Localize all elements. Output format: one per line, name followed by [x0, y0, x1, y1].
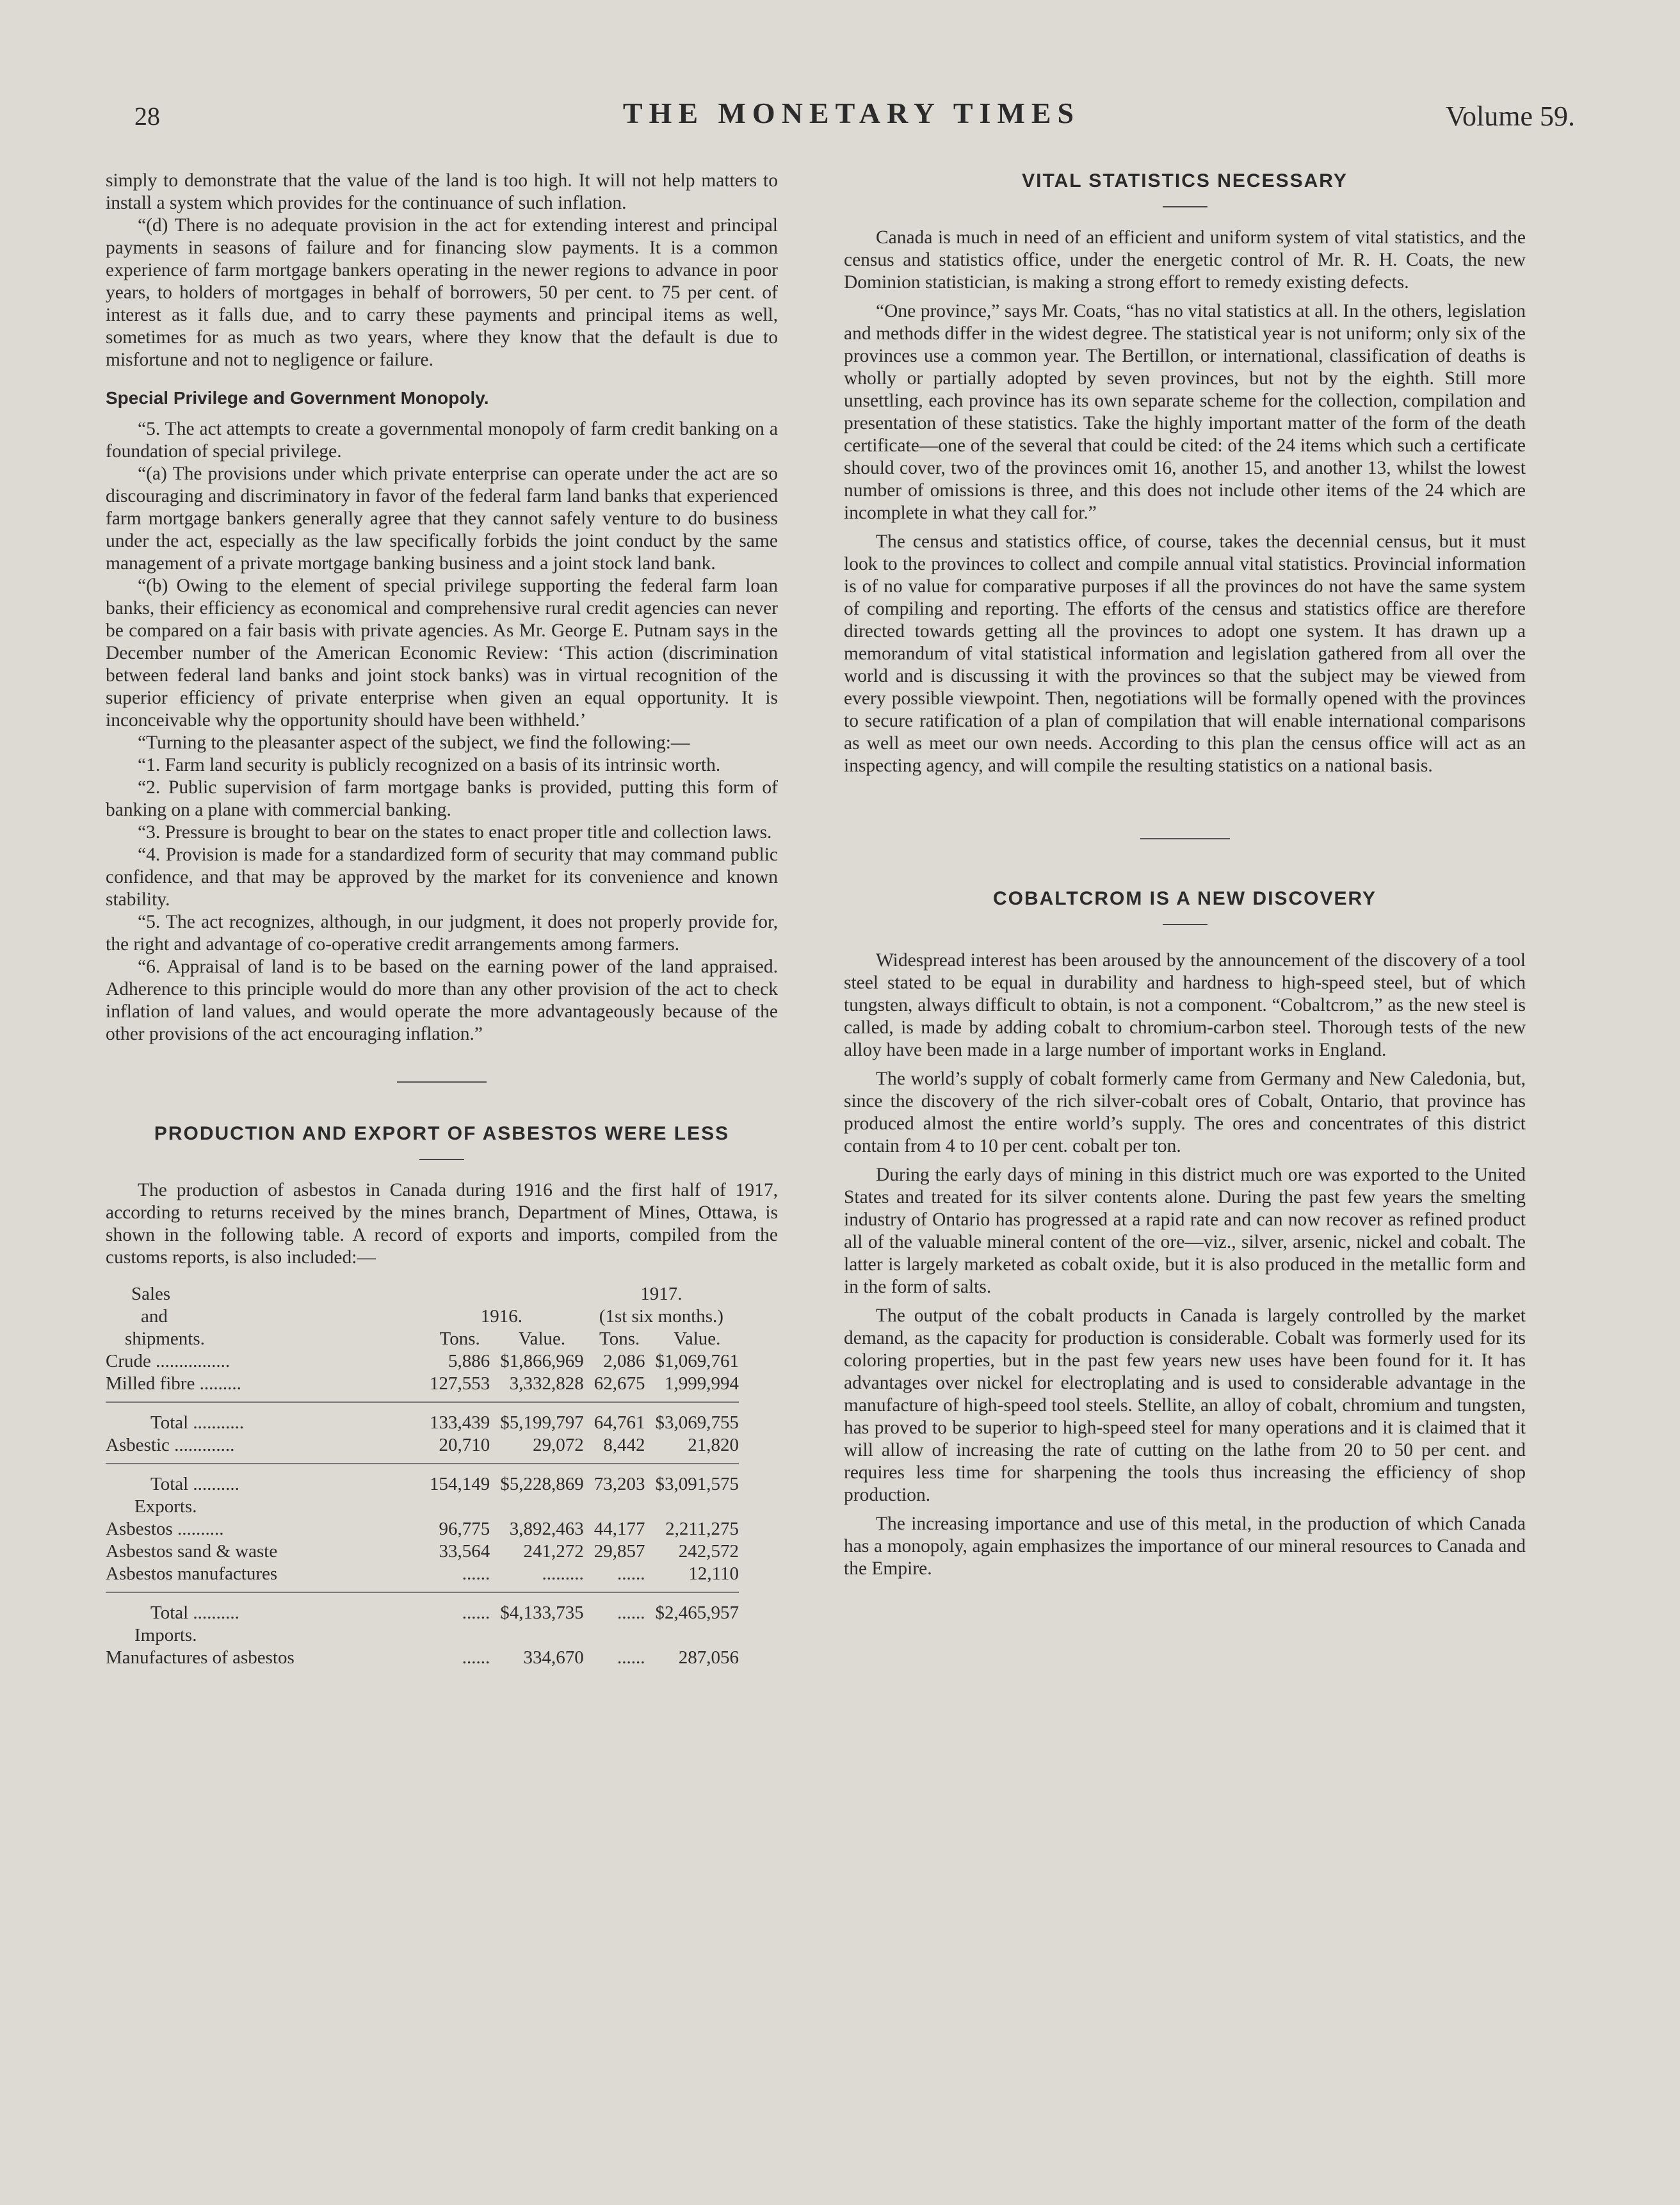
masthead-title: THE MONETARY TIMES [622, 97, 1081, 129]
table-cell [419, 1624, 490, 1647]
table-cell [584, 1496, 645, 1518]
asbestos-table [106, 1283, 739, 1669]
section-subheading: Special Privilege and Government Monopoly. [106, 388, 489, 408]
article-paragraph: “(a) The provisions under which private enterprise can operate under the act are so discouraging and discriminatory in favor of the federal farm land banks that experienced farm mortgage bankers generally agree that they cannot safely venture to do business under the act, especially as the law specifically forbids the joint conduct by the same management of a private mortgage banking business and a joint stock land bank. [106, 464, 778, 574]
table-cell [584, 1624, 645, 1647]
table-cell: 64,761 [594, 1412, 645, 1433]
table-cell: ......... [542, 1563, 584, 1584]
table-cell [645, 1624, 739, 1647]
table-header-cell: 1917. [640, 1284, 682, 1304]
table-cell: 21,820 [688, 1435, 739, 1455]
table-cell: 2,086 [603, 1351, 645, 1371]
table-cell: $5,199,797 [500, 1412, 584, 1433]
table-cell: 3,332,828 [509, 1373, 584, 1394]
section-divider [397, 1081, 487, 1083]
table-row [106, 1373, 739, 1395]
article-paragraph: “3. Pressure is brought to bear on the states to enact proper title and collection laws. [138, 822, 772, 843]
table-cell: $3,091,575 [655, 1474, 739, 1494]
table-cell: ...... [617, 1603, 645, 1623]
article-paragraph: “2. Public supervision of farm mortgage banks is provided, putting this form of banking on a plane with commercial banking. [106, 777, 778, 820]
title-rule [1163, 206, 1208, 207]
table-header-cell [419, 1283, 584, 1305]
table-cell: 241,272 [523, 1541, 584, 1562]
table-cell: ...... [462, 1603, 490, 1623]
table-header-cell: Value. [674, 1329, 721, 1349]
row-label: Asbestos manufactures [106, 1563, 278, 1584]
article-paragraph: simply to demonstrate that the value of the land is too high. It will not help matters to install a system which provides for the continuance of such inflation. [106, 170, 778, 213]
table-cell: 96,775 [439, 1519, 490, 1539]
table-cell: 3,892,463 [509, 1519, 584, 1539]
table-cell: 242,572 [678, 1541, 739, 1562]
table-cell: 8,442 [603, 1435, 645, 1455]
table-header-cell: Value. [518, 1329, 566, 1349]
table-row [106, 1473, 739, 1496]
article-paragraph: Widespread interest has been aroused by the announcement of the discovery of a tool steel stated to be equal in durability and hardness to high-speed steel, but of which tungsten, always difficult to obtain, is not a component. “Cobaltcrom,” as the new steel is called, is made by adding cobalt to chromium-carbon steel. Thorough tests of the new alloy have been made in a large number of important works in England. [844, 950, 1526, 1060]
article-paragraph: “5. The act recognizes, although, in our judgment, it does not properly provide for, the right and advantage of co-operative credit arrangements among farmers. [106, 912, 778, 955]
article-paragraph: The production of asbestos in Canada during 1916 and the first half of 1917, according to returns received by the mines branch, Department of Mines, Ottawa, is shown in the following table. A record of exports and imports, compiled from the customs reports, is also included:— [106, 1180, 778, 1268]
table-cell: ...... [462, 1647, 490, 1668]
cobalt-article-title: COBALTCROM IS A NEW DISCOVERY [992, 888, 1377, 909]
table-header-cell: Sales [131, 1284, 171, 1304]
table-row [106, 1647, 739, 1669]
table-cell [419, 1496, 490, 1518]
article-paragraph: The output of the cobalt products in Canada is largely controlled by the market demand, as the capacity for production is considerable. Cobalt was formerly used for its coloring properties, but in the past few years new uses have been found for it. It has advantages over nickel for electroplating and is used to considerable advantage in the manufacture of high-speed tool steels. Stellite, an alloy of cobalt, chromium and tungsten, has proved to be superior to high-speed steel for many operations and it is claimed that it will allow of increasing the rate of cutting on the lathe from 20 to 50 per cent. and requires less time for sharpening the tools thus increasing the efficiency of shop production. [844, 1305, 1526, 1505]
article-paragraph: The world’s supply of cobalt formerly came from Germany and New Caledonia, but, since the discovery of the rich silver-cobalt ores of Cobalt, Ontario, that province has produced almost the entire world’s supply. The ores and concentrates of this district contain from 4 to 10 per cent. cobalt per ton. [844, 1069, 1526, 1156]
article-paragraph: The increasing importance and use of this metal, in the production of which Canada has a monopoly, again emphasizes the importance of our mineral resources to Canada and the Empire. [844, 1514, 1526, 1579]
article-paragraph: “One province,” says Mr. Coats, “has no vital statistics at all. In the others, legislation and methods differ in the widest degree. The statistical year is not uniform; only six of the provinces use a common year. The Bertillon, or international, classification of deaths is wholly or partially adopted by seven provinces, but not by the eighth. Still more unsettling, each province has its own separate scheme for the collection, compilation and presentation of these statistics. Take the highly important matter of the form of the death certificate—one of the several that could be cited: of the 24 items which such a certificate should cover, two of the provinces omit 16, another 15, and another 13, whilst the lowest number of omissions is three, and this does not include other items of the 24 which are incomplete in what they call for.” [844, 301, 1526, 523]
asbestos-article-title: PRODUCTION AND EXPORT OF ASBESTOS WERE LESS [154, 1123, 730, 1144]
table-cell: 1,999,994 [665, 1373, 739, 1394]
table-cell: $2,465,957 [655, 1603, 739, 1623]
volume-label: Volume 59. [1445, 101, 1575, 132]
table-cell [645, 1496, 739, 1518]
article-paragraph: The census and statistics office, of course, takes the decennial census, but it must look to the provinces to collect and compile annual vital statistics. Provincial information is of no value for comparative purposes if all the provinces do not have the same system of compiling and reporting. The efforts of the census and statistics office are therefore directed towards getting all the provinces to adopt one system. It has drawn up a memorandum of vital statistical information and legislation gathered from all over the world and is discussing it with the provinces so that the subject may be viewed from every possible viewpoint. Then, negotiations will be formally opened with the provinces to secure ratification of a plan of compilation that will enable international comparisons as well as meet our own needs. According to this plan the census office will act as an inspecting agency, and will compile the resulting statistics on a national basis. [844, 531, 1526, 776]
table-row [106, 1496, 739, 1518]
title-rule [1163, 924, 1208, 925]
article-paragraph: During the early days of mining in this district much ore was exported to the United States and treated for its silver contents alone. During the past few years the smelting industry of Ontario has progressed at a rapid rate and can now recover as refined product all of the valuable mineral content of the ore—viz., silver, arsenic, nickel and cobalt. The latter is largely marketed as cobalt oxide, but it is also produced in the metallic form and in the form of salts. [844, 1165, 1526, 1297]
table-cell: 73,203 [594, 1474, 645, 1494]
row-label: Manufactures of asbestos [106, 1647, 295, 1668]
table-row [106, 1350, 739, 1373]
row-label: Total .......... [150, 1474, 239, 1494]
table-cell: ...... [617, 1647, 645, 1668]
article-paragraph: “(b) Owing to the element of special privilege supporting the federal farm loan banks, their efficiency as economical and comprehensive rural credit agencies can never be compared on a fair basis with private agencies. As Mr. George E. Putnam says in the December number of the American Economic Review: ‘This action (discrimination between federal land banks and joint stock banks) was in virtual recognition of the superior efficiency of private enterprise when given an equal opportunity. It is inconceivable why the opportunity should have been withheld.’ [106, 576, 778, 731]
table-cell: $1,866,969 [500, 1351, 584, 1371]
section-divider [1140, 838, 1230, 839]
table-cell: 154,149 [430, 1474, 490, 1494]
table-cell: 287,056 [678, 1647, 739, 1668]
row-label: Total .......... [150, 1603, 239, 1623]
title-rule [419, 1159, 464, 1160]
table-cell: 62,675 [594, 1373, 645, 1394]
table-cell: $3,069,755 [655, 1412, 739, 1433]
table-cell: 33,564 [439, 1541, 490, 1562]
table-cell: 5,886 [448, 1351, 490, 1371]
row-label: Asbestos sand & waste [106, 1541, 278, 1562]
table-header-cell: Tons. [439, 1329, 480, 1349]
row-label: Total ........... [150, 1412, 245, 1433]
article-paragraph: “6. Appraisal of land is to be based on the earning power of the land appraised. Adherence to this principle would do more than any other provision of the act to check inflation of land values, and would operate the more advantageously because of the other provisions of the act encouraging inflation.” [106, 957, 778, 1044]
table-cell: ...... [617, 1563, 645, 1584]
table-cell: $1,069,761 [655, 1351, 739, 1371]
table-header-cell: shipments. [125, 1329, 205, 1349]
table-row [106, 1412, 739, 1434]
table-cell: 20,710 [439, 1435, 490, 1455]
article-paragraph: “Turning to the pleasanter aspect of the subject, we find the following:— [138, 732, 690, 753]
table-cell [490, 1496, 584, 1518]
row-label: Exports. [134, 1496, 197, 1517]
table-header-cell: 1916. [480, 1306, 522, 1327]
table-cell: 133,439 [430, 1412, 490, 1433]
table-row [106, 1602, 739, 1624]
row-label: Asbestos .......... [106, 1519, 224, 1539]
vital-article-title: VITAL STATISTICS NECESSARY [1022, 170, 1348, 191]
table-header-cell: and [141, 1306, 168, 1327]
table-header-cell: Tons. [599, 1329, 640, 1349]
table-rule [106, 1395, 739, 1402]
table-row [106, 1518, 739, 1540]
table-cell: $4,133,735 [500, 1603, 584, 1623]
table-cell: 334,670 [523, 1647, 584, 1668]
article-paragraph: “1. Farm land security is publicly recognized on a basis of its intrinsic worth. [138, 755, 721, 775]
article-paragraph: “(d) There is no adequate provision in the act for extending interest and principal payments in seasons of failure and for financing slow payments. It is a common experience of farm mortgage bankers operating in the newer regions to advance in poor years, to holders of mortgages in behalf of borrowers, 50 per cent. to 75 per cent. of interest as it falls due, and to carry these payments and principal items as well, sometimes for as much as two years, where they know that the default is due to misfortune and not to negligence or failure. [106, 215, 778, 370]
row-label: Milled fibre ......... [106, 1373, 241, 1394]
left-column [106, 170, 778, 1669]
table-cell: 29,072 [533, 1435, 584, 1455]
article-paragraph: “4. Provision is made for a standardized form of security that may command public confidence, and that may be approved by the market for its convenience and known stability. [106, 844, 778, 910]
table-cell [490, 1624, 584, 1647]
article-paragraph: “5. The act attempts to create a governmental monopoly of farm credit banking on a foundation of special privilege. [106, 419, 778, 462]
right-column [844, 170, 1526, 1580]
table-row [106, 1563, 739, 1585]
table-row [106, 1624, 739, 1647]
table-cell: 127,553 [430, 1373, 490, 1394]
table-cell: 29,857 [594, 1541, 645, 1562]
table-cell: 2,211,275 [665, 1519, 739, 1539]
row-label: Asbestic ............. [106, 1435, 235, 1455]
table-cell: 44,177 [594, 1519, 645, 1539]
table-cell: ...... [462, 1563, 490, 1584]
table-header-cell: (1st six months.) [599, 1306, 723, 1327]
table-cell: $5,228,869 [500, 1474, 584, 1494]
row-label: Crude ................ [106, 1351, 230, 1371]
table-row [106, 1540, 739, 1563]
page-header [96, 96, 1575, 141]
article-paragraph: Canada is much in need of an efficient and uniform system of vital statistics, and the census and statistics office, under the energetic control of Mr. R. H. Coats, the new Dominion statistician, is making a strong effort to remedy existing defects. [844, 227, 1526, 293]
table-rule [106, 1585, 739, 1592]
table-row [106, 1434, 739, 1457]
page-number: 28 [134, 102, 160, 131]
row-label: Imports. [134, 1625, 197, 1645]
table-cell: 12,110 [688, 1563, 739, 1584]
table-rule [106, 1457, 739, 1464]
